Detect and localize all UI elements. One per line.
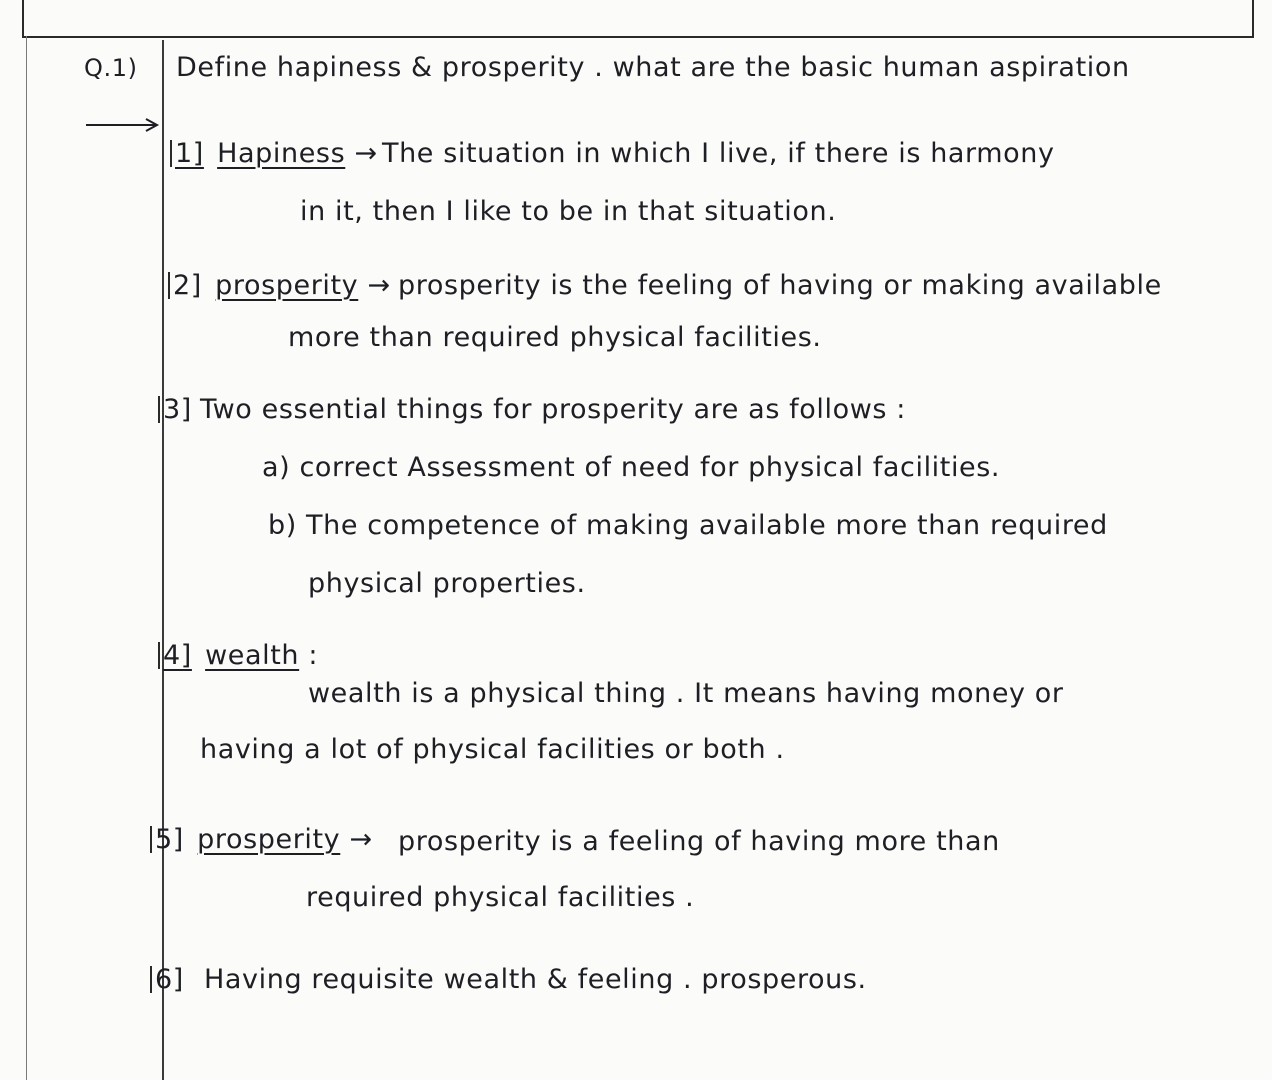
point-1-title [170, 140, 378, 167]
question-number: Q.1) [84, 54, 138, 82]
point-3-subitem-a: a) correct Assessment of need for physical facilities. [262, 452, 1001, 483]
point-5-line-2: required physical facilities . [306, 882, 695, 913]
point-5-number: 5] [150, 826, 184, 853]
point-3-line-1: Two essential things for prosperity are as follows : [200, 394, 906, 425]
point-6-line-1: Having requisite wealth & feeling . prosperous. [204, 964, 867, 995]
point-3-number: 3] [158, 396, 196, 423]
point-1-line-2: in it, then I like to be in that situation. [300, 196, 837, 227]
point-4-line-2: having a lot of physical facilities or both . [200, 734, 785, 765]
point-3-subitem-b-cont: physical properties. [308, 568, 586, 599]
point-1-heading: Hapiness [217, 138, 346, 169]
point-3-subitem-b: b) The competence of making available more than required [268, 510, 1108, 541]
point-4-title [158, 642, 318, 669]
point-2-heading: prosperity [215, 270, 359, 301]
point-5-title [150, 826, 373, 853]
point-2-number: 2] [168, 272, 202, 299]
point-1-line-1: The situation in which I live, if there is harmony [382, 138, 1055, 169]
page-left-rule [26, 36, 27, 1080]
point-4-number: 4] [158, 642, 192, 669]
point-2-line-2: more than required physical facilities. [288, 322, 822, 353]
point-1-number: 1] [170, 140, 204, 167]
point-4-line-1: wealth is a physical thing . It means having money or [308, 678, 1064, 709]
page-top-frame [22, 0, 1254, 38]
point-2-title [168, 272, 391, 299]
point-5-heading: prosperity [197, 824, 341, 855]
point-4-colon: : [308, 640, 319, 671]
point-1-arrow: → [354, 138, 378, 169]
question-text: Define hapiness & prosperity . what are the basic human aspiration [176, 52, 1130, 83]
point-2-arrow: → [367, 270, 391, 301]
point-4-heading: wealth [205, 640, 300, 671]
point-2-line-1: prosperity is the feeling of having or making available [398, 270, 1162, 301]
answer-arrow-icon [84, 116, 160, 132]
point-5-arrow: → [349, 824, 373, 855]
point-5-line-1: prosperity is a feeling of having more than [398, 826, 1000, 857]
margin-rule [162, 40, 164, 1080]
point-6-number: 6] [150, 966, 188, 993]
